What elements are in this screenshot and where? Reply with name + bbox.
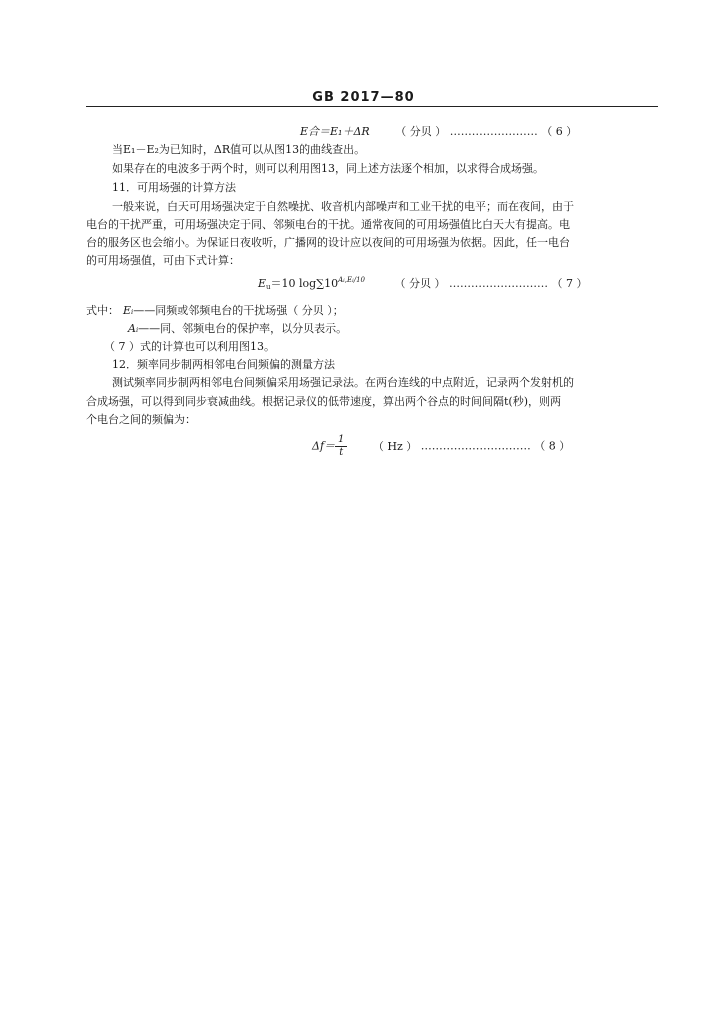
paragraph-line: 个电台之间的频偏为： xyxy=(86,413,196,426)
equation-6 xyxy=(300,123,577,139)
section-heading-12: 12．频率同步制两相邻电台间频偏的测量方法 xyxy=(112,358,335,371)
header-rule xyxy=(86,106,658,107)
section-heading-11: 11．可用场强的计算方法 xyxy=(112,181,236,194)
paragraph-line: （ 7 ）式的计算也可以利用图13。 xyxy=(104,340,275,353)
paragraph-line: 台的服务区也会缩小。为保证日夜收听，广播网的设计应以夜间的可用场强为依据。因此，任一电台 xyxy=(86,236,570,249)
equation-8-lhs: Δf＝ xyxy=(312,439,336,453)
equation-6-number: （ 6 ） xyxy=(541,125,578,138)
equation-7 xyxy=(258,275,587,291)
paragraph-line: 一般来说，白天可用场强决定于自然噪扰、收音机内部噪声和工业干扰的电平；而在夜间，由于 xyxy=(112,200,574,213)
equation-6-leader: …………………… xyxy=(449,125,538,138)
paragraph-line: 电台的干扰严重，可用场强决定于同、邻频电台的干扰。通常夜间的可用场强值比白天大有提高。电 xyxy=(86,218,570,231)
equation-8-leader: ………………………… xyxy=(420,439,531,453)
equation-8 xyxy=(312,434,570,459)
paragraph-line: 当E₁－E₂为已知时，ΔR值可以从图13的曲线查出。 xyxy=(112,143,366,156)
equation-7-exponent: Ai,Ei/10 xyxy=(338,276,365,284)
equation-8-fraction: $\frac{1}{t}$ xyxy=(335,434,347,459)
paragraph-line: 如果存在的电波多于两个时，则可以利用图13，同上述方法逐个相加，以求得合成场强。 xyxy=(112,162,544,175)
equation-6-unit: （ 分贝 ） xyxy=(395,125,447,138)
paragraph-line: 测试频率同步制两相邻电台间频偏采用场强记录法。在两台连线的中点附近，记录两个发射机的 xyxy=(112,376,574,389)
equation-8-unit: （ Hz ） xyxy=(372,439,418,453)
definition-line-1: 式中： Eᵢ——同频或邻频电台的干扰场强（ 分贝 ）； xyxy=(86,304,344,317)
equation-7-lhs: E xyxy=(258,277,267,290)
equation-7-lhs-subscript: u xyxy=(266,283,271,291)
equation-7-sum: ＝10 log∑10 xyxy=(270,277,339,290)
equation-7-unit: （ 分贝 ） xyxy=(394,277,446,290)
paragraph-line: 的可用场强值，可由下式计算： xyxy=(86,254,240,267)
definition-line-2: Aᵢ——同、邻频电台的保护率，以分贝表示。 xyxy=(128,322,348,335)
paragraph-line: 合成场强，可以得到同步衰减曲线。根据记录仪的低带速度，算出两个谷点的时间间隔t(秒)，则两 xyxy=(86,395,562,408)
equation-7-number: （ 7 ） xyxy=(551,277,588,290)
equation-8-number: （ 8 ） xyxy=(534,439,571,453)
equation-7-leader: ……………………… xyxy=(448,277,548,290)
standard-code-header: GB 2017—80 xyxy=(312,90,415,105)
equation-6-expression: E合＝E₁＋ΔR xyxy=(300,125,370,138)
